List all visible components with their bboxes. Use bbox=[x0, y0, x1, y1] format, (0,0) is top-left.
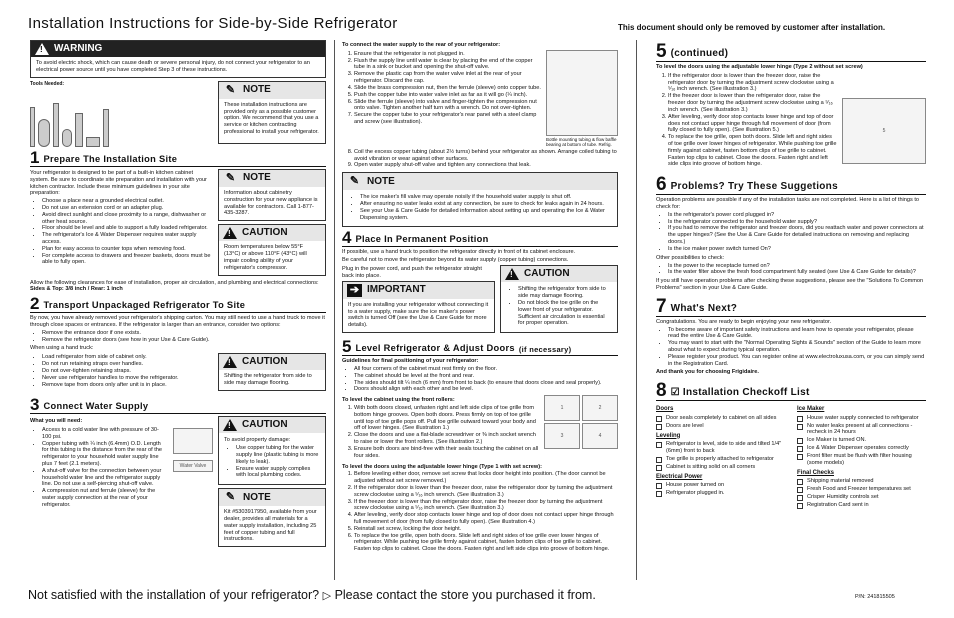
checkbox-icon[interactable] bbox=[797, 424, 803, 430]
checkoff-item[interactable] bbox=[797, 478, 926, 485]
list-item: • A shut-off valve for the connection between your household water line and the refrigerator supply line. Do not use a self-piercing shut-off valve. bbox=[42, 468, 168, 488]
list-item: • Is the refrigerator's power cord plugged in? bbox=[668, 212, 926, 219]
note-box bbox=[218, 169, 326, 221]
checkbox-icon[interactable] bbox=[797, 503, 803, 509]
list-item: • All four corners of the cabinet must rest firmly on the floor. bbox=[354, 366, 618, 373]
section-title: Place In Permanent Position bbox=[355, 234, 489, 245]
column-1 bbox=[30, 40, 326, 580]
list-item: 4. Slide the brass compression nut, then the ferrule (sleeve) onto copper tube. bbox=[354, 85, 541, 92]
list-item: 5. Reinstall set screw, locking the door height. bbox=[354, 526, 618, 533]
list-item: 3. If the freezer door is lower than the refrigerator door, raise the freezer door by turning the adjustment screw clockwise using a ⁵⁄₁₆ inch wrench. (See illustration 3.) bbox=[354, 499, 618, 513]
checkbox-icon[interactable] bbox=[797, 487, 803, 493]
list-item: • To become aware of important safety instructions and learn how to operate your refrigerator, please read the entire Use & Care Guide. bbox=[668, 327, 926, 341]
section-title: Prepare The Installation Site bbox=[43, 153, 178, 164]
list-item: 4. To replace the toe grille, open both doors. Slide left and right sides of toe grille over lower hinges of refrigerator. While pushing toe grille firmly against cabinet, fasten bottom clips of toe grille to cabinet. Fasten top clips to cabinet. Close the doors. Fasten right and left side clips into groove of bottom hinge. bbox=[668, 134, 837, 168]
section-4-header bbox=[342, 230, 618, 247]
pliers-icon bbox=[75, 113, 83, 147]
removal-notice: This document should only be removed by customer after installation. bbox=[618, 23, 886, 32]
caution-icon: ! bbox=[223, 419, 237, 431]
list-item: 8. Coil the excess copper tubing (about 2½ turns) behind your refrigerator as shown. Arrange coiled tubing to avoid vibration or wear against other surfaces. bbox=[354, 149, 618, 163]
checkbox-icon[interactable] bbox=[656, 424, 662, 430]
warning-text: To avoid electric shock, which can cause death or severe personal injury, do not connect your refrigerator to an electrical power source until you have completed Step 3 of these instructions. bbox=[36, 60, 310, 73]
guidelines-list bbox=[354, 366, 618, 393]
list-item: • You may want to start with the "Normal Operating Sights & Sounds" section of the Guide to learn more about what to expect during typical operation. bbox=[668, 340, 926, 354]
section-5-header bbox=[342, 339, 618, 356]
checkbox-icon[interactable] bbox=[656, 483, 662, 489]
note-box bbox=[218, 488, 326, 547]
checkoff-item[interactable] bbox=[797, 502, 926, 509]
hinge-type2-steps bbox=[668, 73, 837, 168]
checkoff-item[interactable] bbox=[797, 494, 926, 501]
clearance-text: Allow the following clearances for ease of installation, proper air circulation, and plumbing and electrical connections: bbox=[30, 279, 319, 286]
valve-illustration bbox=[173, 428, 213, 454]
checkoff-item-label: Cabinet is sitting solid on all corners bbox=[666, 463, 756, 470]
hinge-type2-label: To level the doors using the adjustable lower hinge (Type 2 without set screw) bbox=[656, 64, 863, 70]
connect-steps-cont bbox=[354, 149, 618, 169]
list-item: • Copper tubing with ¼ inch (6.4mm) O.D. Length for this tubing is the distance from the rear of the refrigerator to your household water supply line plus 7 feet (2.1 meters). bbox=[42, 441, 168, 468]
needs-label: What you will need: bbox=[30, 418, 83, 425]
checkoff-item-label: Toe grille is properly attached to refrigerator bbox=[666, 455, 774, 462]
checkbox-icon[interactable] bbox=[797, 495, 803, 501]
list-item: • Ensure water supply complies with local plumbing codes. bbox=[236, 466, 320, 480]
pencil-icon: ✎ bbox=[225, 171, 236, 184]
checkbox-icon[interactable] bbox=[797, 446, 803, 452]
checkoff-item[interactable] bbox=[656, 482, 785, 489]
caution-label: CAUTION bbox=[242, 227, 288, 239]
checkoff-item-label: Ice Maker is turned ON. bbox=[807, 437, 867, 444]
list-item: 2. Flush the supply line until water is clear by placing the end of the copper tube in a sink or bucket and opening the shut-off valve. bbox=[354, 58, 541, 72]
hinge-type1-steps bbox=[354, 471, 618, 553]
checkbox-icon[interactable] bbox=[656, 442, 662, 448]
warning-box bbox=[30, 40, 326, 78]
list-item: • Use copper tubing for the water supply line (plastic tubing is more likely to leak). bbox=[236, 445, 320, 465]
list-item: 1. If the refrigerator door is lower than the freezer door, raise the refrigerator door by turning the adjustment screw clockwise using a ⁵⁄₁₆ inch wrench. (See illustration 3.) bbox=[668, 73, 837, 93]
note-label: NOTE bbox=[367, 175, 395, 187]
next-steps-list bbox=[668, 327, 926, 368]
section-number: 3 bbox=[30, 395, 40, 415]
list-item: 2. If the freezer door is lower than the refrigerator door, raise the freezer door by turning the adjustment screw clockwise using a ⁵⁄₁₆ inch wrench. (See illustration 3.) bbox=[668, 93, 837, 113]
connect-steps bbox=[354, 51, 541, 146]
checkoff-group-heading: Doors bbox=[656, 406, 674, 413]
caution-box bbox=[218, 353, 326, 391]
caution-icon: ! bbox=[505, 268, 519, 280]
caution-box bbox=[500, 265, 618, 333]
warning-label: WARNING bbox=[54, 43, 103, 54]
list-item: • For complete access to drawers and freezer baskets, doors must be able to fully open. bbox=[42, 253, 213, 267]
section-number: 1 bbox=[30, 147, 40, 167]
checkoff-item[interactable] bbox=[797, 437, 926, 444]
note-label: NOTE bbox=[243, 491, 271, 503]
note-label: NOTE bbox=[243, 84, 271, 96]
checkoff-item-label: Ice & Water Dispenser operates correctly bbox=[807, 445, 909, 452]
caution-box bbox=[218, 416, 326, 485]
tape-measure-icon bbox=[86, 137, 100, 147]
list-item: • Is the ice maker power switch turned On? bbox=[668, 246, 926, 253]
section-number: 5 bbox=[342, 337, 352, 357]
caution-label: CAUTION bbox=[242, 419, 288, 431]
list-item: • Do not over-tighten retaining straps. bbox=[42, 368, 213, 375]
warning-icon: ! bbox=[35, 43, 49, 55]
section-6-header bbox=[656, 176, 926, 195]
caution-icon: ! bbox=[223, 356, 237, 368]
checkoff-item-label: Door seals completely to cabinet on all sides bbox=[666, 414, 777, 421]
checkoff-list bbox=[656, 403, 926, 510]
level-icon bbox=[103, 109, 109, 147]
list-item: 4. After leveling, verify door stop contacts lower hinge and top of door does not contact upper hinge through full movement of door (from fully closed to fully open). (See illustration 4.) bbox=[354, 512, 618, 526]
hand-truck-label: When using a hand truck: bbox=[30, 345, 94, 352]
column-2 bbox=[342, 40, 618, 580]
checkoff-item-label: No water leaks present at all connections - recheck in 24 hours bbox=[807, 422, 913, 436]
note-box bbox=[342, 172, 618, 227]
checkoff-group-heading: Final Checks bbox=[797, 469, 835, 476]
section-number: 7 bbox=[656, 295, 667, 317]
list-item: • Shifting the refrigerator from side to side may damage flooring. bbox=[518, 286, 612, 300]
list-item: • Is the refrigerator connected to the household water supply? bbox=[668, 219, 926, 226]
checkoff-item[interactable] bbox=[797, 423, 926, 437]
caution-label: CAUTION bbox=[242, 356, 288, 368]
list-item: • A compression nut and ferrule (sleeve) for the water supply connection at the rear of your refrigerator. bbox=[42, 488, 168, 508]
list-item: • The refrigerator's Ice & Water Dispenser requires water supply access. bbox=[42, 232, 213, 246]
section-8-header bbox=[656, 382, 926, 401]
list-item: 9. Open water supply shut-off valve and tighten any connections that leak. bbox=[354, 162, 618, 169]
drill-icon bbox=[38, 119, 50, 147]
hinge-type1-label: To level the doors using the adjustable lower hinge (Type 1 with set screw): bbox=[342, 463, 542, 470]
list-item: 2. If the refrigerator door is lower than the freezer door, raise the refrigerator door by turning the adjustment screw clockwise using a ⁵⁄₁₆ inch wrench. (See illustration 3.) bbox=[354, 485, 618, 499]
list-item: • Floor should be level and able to support a fully loaded refrigerator. bbox=[42, 225, 213, 232]
footer-text: Please contact the store you purchased it from. bbox=[334, 588, 596, 602]
section-title: Transport Unpackaged Refrigerator To Site bbox=[43, 299, 246, 310]
checkbox-icon[interactable] bbox=[797, 479, 803, 485]
checkoff-item-label: Fresh Food and Freezer temperatures set bbox=[807, 486, 911, 493]
list-item: • After ensuring no water leaks exist at any connection, be sure to check for leaks again in 24 hours. bbox=[360, 201, 612, 208]
checkbox-icon[interactable] bbox=[656, 457, 662, 463]
list-item: • The sides should tilt ¼ inch (6 mm) from front to back (to ensure that doors close and seal properly). bbox=[354, 380, 618, 387]
diagram-caption: Bottle mounting tubing & flow baffle bearing at bottom of tube. Refrig. bbox=[546, 136, 617, 148]
pencil-icon: ✎ bbox=[225, 83, 236, 96]
pencil-icon: ✎ bbox=[225, 491, 236, 504]
section-2-header bbox=[30, 296, 326, 313]
section-1-header bbox=[30, 147, 326, 167]
section-title-suffix: (if necessary) bbox=[518, 345, 572, 355]
illustration-3: 3 bbox=[544, 423, 580, 449]
section-title: ☑ Installation Checkoff List bbox=[670, 387, 810, 399]
list-item: 3. Ensure both doors are bind-free with their seals touching the cabinet on all four sides. bbox=[354, 446, 539, 460]
checkoff-item[interactable] bbox=[656, 490, 785, 497]
clearance-values: Sides & Top: 3/8 inch / Rear: 1 inch bbox=[30, 286, 123, 293]
front-rollers-steps bbox=[354, 405, 539, 460]
list-item: • See your Use & Care Guide for detailed information about setting up and operating the Ice & Water Dispensing system. bbox=[360, 208, 612, 222]
illustration-4: 4 bbox=[582, 423, 618, 449]
section-number: 8 bbox=[656, 380, 667, 402]
important-box bbox=[342, 281, 495, 333]
list-item: • Is the power to the receptacle turned on? bbox=[668, 263, 926, 270]
list-item: 2. Close the doors and use a flat-blade screwdriver or ⅜ inch socket wrench to raise or lower the front rollers. (See illustration 2.) bbox=[354, 432, 539, 446]
list-item: 6. Slide the ferrule (sleeve) into valve and finger-tighten the compression nut onto valve. Tighten another half turn with a wrench. Do not over-tighten. bbox=[354, 99, 541, 113]
section-title: (continued) bbox=[670, 47, 729, 59]
checkoff-item-label: Front filter must be flush with filter housing (some models) bbox=[807, 453, 912, 466]
screwdriver-icon bbox=[30, 107, 35, 147]
illustration-1: 1 bbox=[544, 395, 580, 421]
checkoff-group-heading: Ice Maker bbox=[797, 406, 825, 413]
checkbox-icon[interactable] bbox=[656, 465, 662, 471]
list-item: • Please register your product. You can register online at www.electroluxusa.com, or you can simply send in the Registration Card. bbox=[668, 354, 926, 368]
list-item: 6. To replace the toe grille, open both doors. Slide left and right sides of toe grille over lower hinges of refrigerator. While pushing toe grille firmly against cabinet, fasten bottom clips of toe grille to cabinet. Fasten top clips to cabinet. Close the doors. Fasten right and left side clips into groove of bottom hinge. bbox=[354, 533, 618, 553]
checkoff-item[interactable] bbox=[656, 415, 785, 422]
document-title: Installation Instructions for Side-by-Side Refrigerator bbox=[28, 15, 398, 32]
section-title: Problems? Try These Suggetions bbox=[670, 181, 838, 192]
note-text: Information about cabinetry construction for your new appliance is available for contractors. Call 1-877-435-3287. bbox=[224, 189, 318, 217]
needs-list bbox=[42, 427, 168, 509]
section-4-text: Be careful not to move the refrigerator beyond its water supply (copper tubing) connections. bbox=[342, 257, 569, 264]
guidelines-label: Guidelines for final positioning of your refrigerator: bbox=[342, 358, 479, 365]
list-item: • Do not run retaining straps over handles. bbox=[42, 361, 213, 368]
section-title: Level Refrigerator & Adjust Doors bbox=[355, 342, 515, 353]
section-title: What's Next? bbox=[670, 302, 738, 314]
socket-icon bbox=[62, 129, 72, 147]
note-text: These installation instructions are provided only as a possible customer option. We recommend that you use a service or kitchen contracting professional to install your refrigerator. bbox=[224, 101, 319, 136]
caution-text: Room temperatures below 55°F (13°C) or above 110°F (43°C) will impair cooling ability of your refrigerator's compressor. bbox=[224, 244, 307, 271]
illustration-2: 2 bbox=[582, 395, 618, 421]
checkoff-item-label: Registration Card sent in bbox=[807, 502, 869, 509]
section-1-intro: Your refrigerator is designed to be part of a built-in kitchen cabinet system. Be sure to coordinate site preparation and installation with your kitchen contractor. Include these minimum guidelines in your site preparation: bbox=[30, 169, 207, 197]
list-item: 5. Push the copper tube into water valve inlet as far as it will go (¼ inch). bbox=[354, 92, 541, 99]
list-item: • Do not use an extension cord or an adapter plug. bbox=[42, 205, 213, 212]
part-number: P/N: 241815505 bbox=[855, 594, 895, 600]
checkoff-item[interactable] bbox=[656, 464, 785, 471]
section-4-text: Plug in the power cord, and push the refrigerator straight back into place. bbox=[342, 266, 482, 279]
list-item: • Access to a cold water line with pressure of 30-100 psi. bbox=[42, 427, 168, 441]
checkoff-item-label: Shipping material removed bbox=[807, 478, 874, 485]
section-title: Connect Water Supply bbox=[43, 400, 149, 411]
section-7-intro: Congratulations. You are ready to begin enjoying your new refrigerator. bbox=[656, 318, 832, 325]
list-item: • Load refrigerator from side of cabinet only. bbox=[42, 354, 213, 361]
section-number: 4 bbox=[342, 228, 352, 248]
column-divider bbox=[636, 40, 637, 580]
section-number: 5 bbox=[656, 41, 667, 62]
important-text: If you are installing your refrigerator without connecting it to a water supply, make sure the ice maker's power switch is turned Off (see the Use & Care Guide for more details). bbox=[348, 301, 489, 329]
front-rollers-label: To level the cabinet using the front rollers: bbox=[342, 397, 455, 404]
checkoff-item[interactable] bbox=[656, 423, 785, 430]
caution-intro: To avoid property damage: bbox=[224, 437, 291, 444]
list-item: 3. After leveling, verify door stop contacts lower hinge and top of door does not contact upper hinge through full movement of door (from fully closed to fully open). (See illustration 5.) bbox=[668, 114, 837, 134]
section-3-header bbox=[30, 397, 326, 414]
section-7-header bbox=[656, 295, 926, 317]
checkoff-column-left bbox=[656, 403, 785, 510]
other-possibilities-list bbox=[668, 263, 926, 277]
checkoff-item[interactable] bbox=[656, 456, 785, 463]
tools-label: Tools Needed: bbox=[30, 80, 65, 87]
checkoff-column-right bbox=[797, 403, 926, 510]
list-item: • Do not block the toe grille on the lower front of your refrigerator. Sufficient air circulation is essential for proper operation. bbox=[518, 300, 612, 327]
caution-box bbox=[218, 224, 326, 275]
important-label: IMPORTANT bbox=[367, 284, 426, 296]
list-item: • Doors should align with each other and be level. bbox=[354, 386, 618, 393]
connect-title: To connect the water supply to the rear of your refrigerator: bbox=[342, 42, 501, 48]
list-item: • Choose a place near a grounded electrical outlet. bbox=[42, 198, 213, 205]
wrench-icon bbox=[53, 103, 59, 147]
checkoff-item[interactable] bbox=[656, 441, 785, 455]
list-item: • Avoid direct sunlight and close proximity to a range, dishwasher or other heat source. bbox=[42, 212, 213, 226]
checkoff-group-heading: Leveling bbox=[656, 432, 681, 439]
section-2-intro: By now, you have already removed your refrigerator's shipping carton. You may still need to use a hand truck to move it through close spaces or entrances. If the refrigerator is larger than an entrance, consider two options: bbox=[30, 315, 325, 329]
tools-illustration bbox=[30, 81, 213, 147]
note-box bbox=[218, 81, 326, 144]
list-item: • If you had to remove the refrigerator and freezer doors, did you reattach water and power connectors at the upper hinges? (See the Use & Care Guide for detailed instructions on removing and replacing doors.) bbox=[668, 225, 926, 245]
checkoff-group-heading: Electrical Power bbox=[656, 473, 703, 480]
thanks-text: And thank you for choosing Frigidaire. bbox=[656, 369, 759, 376]
water-valve-label: Water Valve bbox=[173, 460, 213, 472]
checkoff-item[interactable] bbox=[797, 486, 926, 493]
list-item: • The ice maker's fill valve may operate noisily if the household water supply is shut off. bbox=[360, 194, 612, 201]
list-item: 7. Secure the copper tube to your refrigerator's rear panel with a steel clamp and screw (see illustration). bbox=[354, 112, 541, 126]
checkoff-item[interactable] bbox=[797, 415, 926, 422]
section-number: 2 bbox=[30, 294, 40, 314]
checkoff-item-label: Crisper Humidity controls set bbox=[807, 494, 879, 501]
list-item: • Remove the entrance door if one exists. bbox=[42, 330, 326, 337]
caution-label: CAUTION bbox=[524, 268, 570, 280]
caution-icon: ! bbox=[223, 227, 237, 239]
checkoff-item-label: Refrigerator is level, side to side and tilted 1/4" (6mm) front to back bbox=[666, 440, 782, 454]
checkoff-item[interactable] bbox=[797, 445, 926, 452]
list-item: • Never use refrigerator handles to move the refrigerator. bbox=[42, 375, 213, 382]
section-5-continued-header bbox=[656, 43, 926, 62]
water-connection-diagram bbox=[546, 50, 618, 136]
caution-text: Shifting the refrigerator from side to side may damage flooring. bbox=[224, 373, 312, 387]
checkbox-icon[interactable] bbox=[797, 438, 803, 444]
section-6-outro: If you still have operation problems after checking these suggestions, please see the "Solutions To Common Problems" section in your Use & Care Guide. bbox=[656, 278, 924, 291]
hand-truck-list bbox=[42, 354, 213, 392]
column-3 bbox=[656, 40, 926, 580]
list-item: • Remove tape from doors only after unit is in place. bbox=[42, 382, 213, 389]
list-item: • Plan for easy access to counter tops when removing food. bbox=[42, 246, 213, 253]
site-guidelines-list bbox=[42, 198, 213, 266]
checkoff-item-label: Doors are level bbox=[666, 422, 704, 429]
note-text: Kit #5303917950, available from your dealer, provides all materials for a water supply installation, including 25 feet of copper tubing and full instructions. bbox=[224, 509, 317, 543]
list-item: 1. Before leveling either door, remove set screw that locks door height into position. (The door cannot be adjusted without set screw removed.) bbox=[354, 471, 618, 485]
checkoff-item[interactable] bbox=[797, 453, 926, 467]
footer-message bbox=[28, 588, 596, 603]
checkoff-item-label: Refrigerator plugged in. bbox=[666, 489, 725, 496]
triangle-arrow-icon: ▷ bbox=[322, 590, 332, 602]
checkbox-icon[interactable] bbox=[797, 454, 803, 460]
arrow-right-icon: ➔ bbox=[347, 284, 362, 297]
pencil-icon: ✎ bbox=[349, 175, 360, 188]
section-4-text: If possible, use a hand truck to position the refrigerator directly in front of its cabinet enclosure. bbox=[342, 249, 576, 256]
list-item: 3. Remove the plastic cap from the water valve inlet at the rear of your refrigerator. Discard the cap. bbox=[354, 71, 541, 85]
list-item: • Is the water filter above the fresh food compartment fully seated (see Use & Care Guide for details)? bbox=[668, 269, 926, 276]
problems-list bbox=[668, 212, 926, 253]
checkoff-item-label: House water supply connected to refrigerator bbox=[807, 414, 919, 421]
illustration-5: 5 bbox=[842, 98, 926, 164]
section-number: 6 bbox=[656, 174, 667, 196]
checkbox-icon[interactable] bbox=[797, 416, 803, 422]
note-label: NOTE bbox=[243, 172, 271, 184]
other-possibilities-label: Other possibilities to check: bbox=[656, 254, 725, 261]
checkbox-icon[interactable] bbox=[656, 491, 662, 497]
list-item: 1. With both doors closed, unfasten right and left side clips of toe grille from bottom hinge grooves. Open both doors. Press firmly on top of toe grille until top of toe grille pops off. Pull toe grille outward toward your body and off of lower hinges. (See illustration 1.) bbox=[354, 405, 539, 432]
footer-text: Not satisfied with the installation of your refrigerator? bbox=[28, 588, 320, 602]
transport-options-list bbox=[42, 330, 326, 344]
list-item: 1. Ensure that the refrigerator is not plugged in. bbox=[354, 51, 541, 58]
section-6-intro: Operation problems are possible if any of the installation tasks are not completed. Here is a list of things to check for: bbox=[656, 197, 920, 210]
column-divider bbox=[334, 40, 335, 580]
list-item: • The cabinet should be level at the front and rear. bbox=[354, 373, 618, 380]
list-item: • Remove the refrigerator doors (see how in your Use & Care Guide). bbox=[42, 337, 326, 344]
checkbox-icon[interactable] bbox=[656, 416, 662, 422]
checkoff-item-label: House power turned on bbox=[666, 481, 725, 488]
